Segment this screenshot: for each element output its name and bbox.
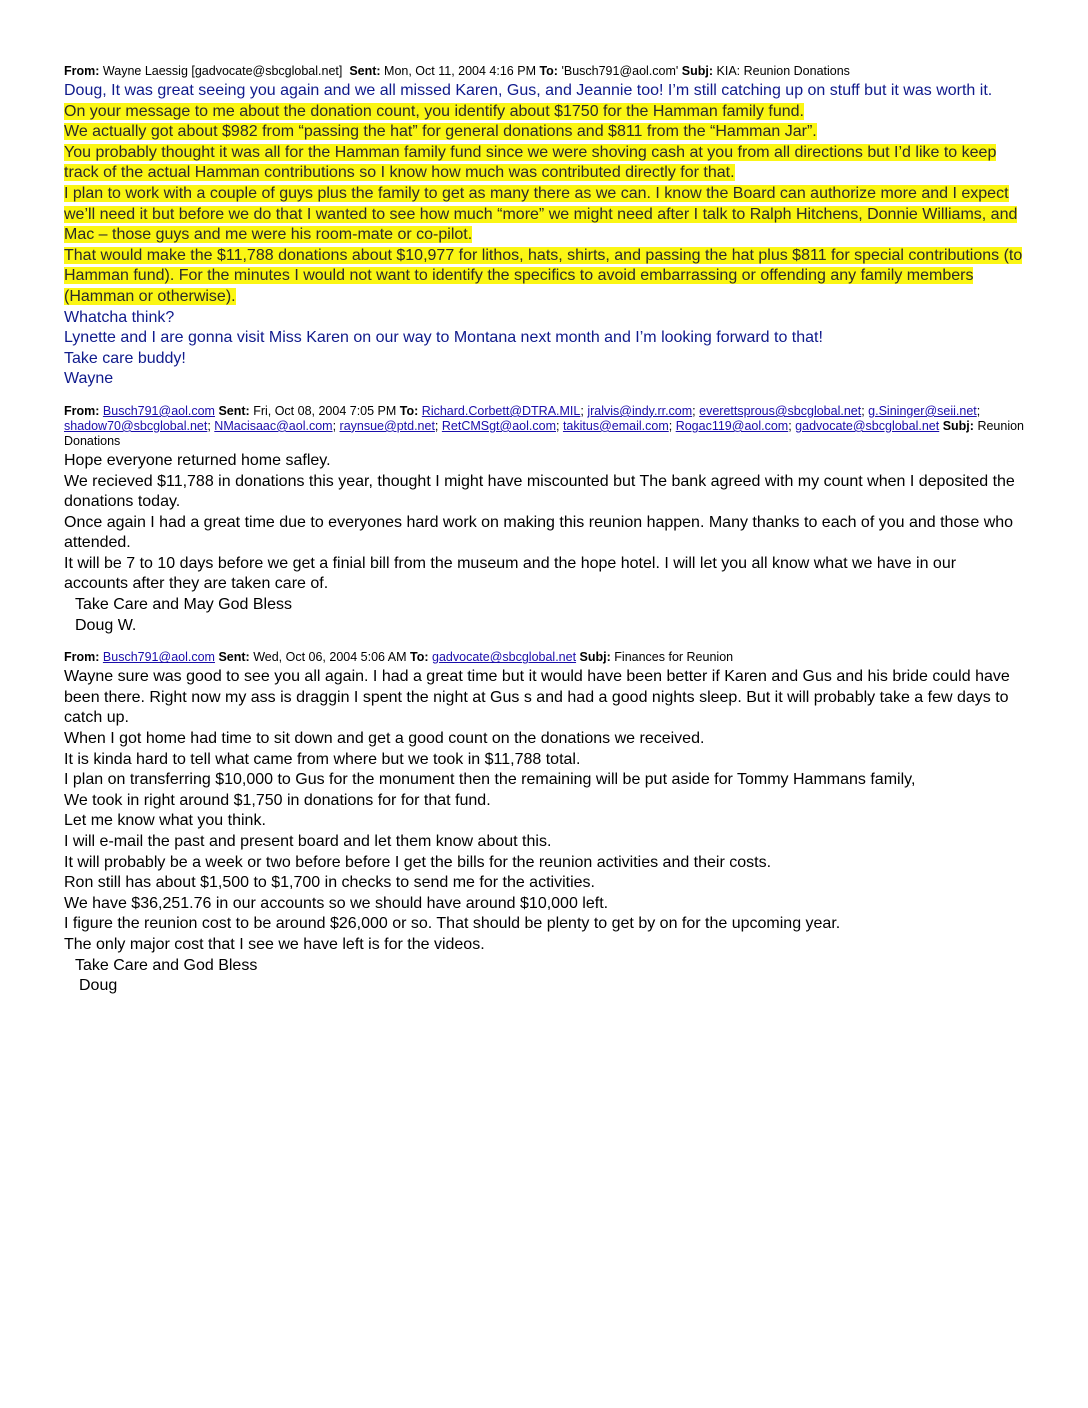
sent-value: Fri, Oct 08, 2004 7:05 PM	[253, 403, 397, 418]
email-printout	[64, 64, 1024, 1011]
body-line: Doug, It was great seeing you again and we all missed Karen, Gus, and Jeannie too! I’m still catching up on stuff but it was worth it.	[64, 82, 993, 99]
recipient-link[interactable]: Rogac119@aol.com	[675, 418, 789, 433]
from-value: Wayne Laessig [gadvocate@sbcglobal.net]	[102, 64, 343, 78]
recipient-link[interactable]: gadvocate@sbcglobal.net	[432, 650, 577, 665]
signature: Wayne	[64, 370, 114, 388]
from-label: From:	[64, 650, 100, 665]
subj-label: Subj:	[942, 418, 974, 433]
body-line: Let me know what you think.	[64, 812, 266, 830]
recipient-link[interactable]: NMacisaac@aol.com	[214, 418, 333, 433]
from-link[interactable]: Busch791@aol.com	[102, 650, 215, 665]
recipient-link[interactable]: raynsue@ptd.net	[339, 418, 435, 433]
recipient-link[interactable]: g.Sininger@seii.net	[868, 403, 977, 418]
recipient-link[interactable]: gadvocate@sbcglobal.net	[795, 418, 940, 433]
recipient-link[interactable]: RetCMSgt@aol.com	[441, 418, 556, 433]
to-label: To:	[399, 403, 419, 418]
body-line: The only major cost that I see we have left is for the videos.	[64, 935, 485, 953]
subj-value: Reunion Donations	[64, 418, 1025, 448]
from-label: From:	[64, 64, 100, 78]
closing: Take Care and God Bless	[75, 956, 258, 974]
body-line: Lynette and I are gonna visit Miss Karen on our way to Montana next month and I’m looking forward to that!	[64, 329, 823, 347]
recipient-link[interactable]: everettsprous@sbcglobal.net	[699, 403, 862, 418]
email-header	[64, 64, 1024, 79]
subj-label: Subj:	[681, 64, 714, 78]
body-line-highlighted: We actually got about $982 from “passing the hat” for general donations and $811 from the “Hamman Jar”.	[64, 123, 817, 141]
email-body	[64, 667, 1024, 997]
body-line: I figure the reunion cost to be around $26,000 or so. That should be plenty to get by on for the upcoming year.	[64, 915, 841, 933]
email-message	[64, 650, 1024, 997]
recipient-link[interactable]: shadow70@sbcglobal.net	[64, 418, 208, 433]
body-line: Once again I had a great time due to everyones hard work on making this reunion happen. Many thanks to each of you and those who attended.	[64, 513, 1014, 552]
body-line: When I got home had time to sit down and get a good count on the donations we received.	[64, 730, 705, 748]
sent-label: Sent:	[218, 650, 250, 665]
to-label: To:	[539, 64, 558, 78]
body-line: We recieved $11,788 in donations this year, thought I might have miscounted but The bank agreed with my count when I deposited the donations today.	[64, 472, 1015, 511]
email-header: From: Busch791@aol.com Sent: Fri, Oct 08, 2004 7:05 PM To: Richard.Corbett@DTRA.MIL; jralvis@indy.rr.com; everettsprous@sbcglobal.net; g.Sininger@seii.net; shadow70@sbcglobal.net; NMacisaac@aol.com; raynsue@ptd.net; RetCMSgt@aol.com; takitus@email.com; Rogac119@aol.com; gadvocate@sbcglobal.net Subj: Reunion Donations	[64, 403, 1025, 448]
subj-value: Finances for Reunion	[614, 650, 734, 665]
email-message	[64, 64, 1024, 390]
body-line: Hope everyone returned home safley.	[64, 451, 331, 469]
body-line: It will probably be a week or two before before I get the bills for the reunion activities and their costs.	[64, 853, 772, 871]
body-line: Whatcha think?	[64, 308, 175, 326]
body-line: Take care buddy!	[64, 349, 186, 367]
email-body	[64, 451, 1024, 636]
body-line: We took in right around $1,750 in donations for for that fund.	[64, 791, 491, 809]
recipient-link[interactable]: jralvis@indy.rr.com	[587, 403, 693, 418]
from-label: From:	[64, 403, 100, 418]
body-line-highlighted: That would make the $11,788 donations about $10,977 for lithos, hats, shirts, and passing the hat plus $811 for special contributions (to Hamman fund). For the minutes I would not want to identify the specifics to avoid embarrassing or offending any family members (Hamman or otherwise).	[64, 246, 1023, 305]
closing: Take Care and May God Bless	[75, 596, 292, 614]
sent-value: Mon, Oct 11, 2004 4:16 PM	[384, 64, 536, 78]
recipient-link[interactable]: Richard.Corbett@DTRA.MIL	[421, 403, 581, 418]
sent-label: Sent:	[218, 403, 250, 418]
body-line: I will e-mail the past and present board and let them know about this.	[64, 833, 552, 850]
to-label: To:	[410, 650, 429, 665]
body-line: Ron still has about $1,500 to $1,700 in checks to send me for the activities.	[64, 874, 595, 892]
body-line: It will be 7 to 10 days before we get a finial bill from the museum and the hope hotel. I will let you all know what we have in our accounts after they are taken care of.	[64, 554, 957, 593]
sent-label: Sent:	[349, 64, 381, 78]
email-body	[64, 81, 1024, 390]
body-line-highlighted: You probably thought it was all for the Hamman family fund since we were shoving cash at you from all directions but I’d like to keep track of the actual Hamman contributions so I know how much was contributed directly for that.	[64, 143, 997, 182]
body-line-highlighted: On your message to me about the donation count, you identify about $1750 for the Hamman family fund.	[64, 102, 804, 120]
body-line-highlighted: I plan to work with a couple of guys plus the family to get as many there as we can. I know the Board can authorize more and I expect we’ll need it but before we do that I wanted to see how much “more” we might need after I talk to Ralph Hitchens, Donnie Williams, and Mac – those guys and me were his room-mate or co-pilot.	[64, 184, 1018, 244]
body-line: We have $36,251.76 in our accounts so we should have around $10,000 left.	[64, 894, 609, 912]
to-value: 'Busch791@aol.com'	[561, 64, 679, 78]
email-header	[64, 650, 1024, 665]
email-message	[64, 404, 1024, 636]
recipient-link[interactable]: takitus@email.com	[562, 418, 669, 433]
subj-value: KIA: Reunion Donations	[716, 64, 850, 78]
subj-label: Subj:	[579, 650, 611, 665]
body-line: I plan on transferring $10,000 to Gus for the monument then the remaining will be put aside for Tommy Hammans family,	[64, 771, 916, 789]
signature: Doug	[79, 977, 118, 995]
body-line: It is kinda hard to tell what came from where but we took in $11,788 total.	[64, 750, 581, 768]
signature: Doug W.	[75, 616, 137, 634]
sent-value: Wed, Oct 06, 2004 5:06 AM	[253, 650, 407, 665]
from-link[interactable]: Busch791@aol.com	[102, 403, 215, 418]
body-line: Wayne sure was good to see you all again. I had a great time but it would have been better if Karen and Gus and his bride could have been there. Right now my ass is draggin I spent the night at Gus s and had a good nights sleep. But it will probably take a few days to catch up.	[64, 668, 1010, 727]
